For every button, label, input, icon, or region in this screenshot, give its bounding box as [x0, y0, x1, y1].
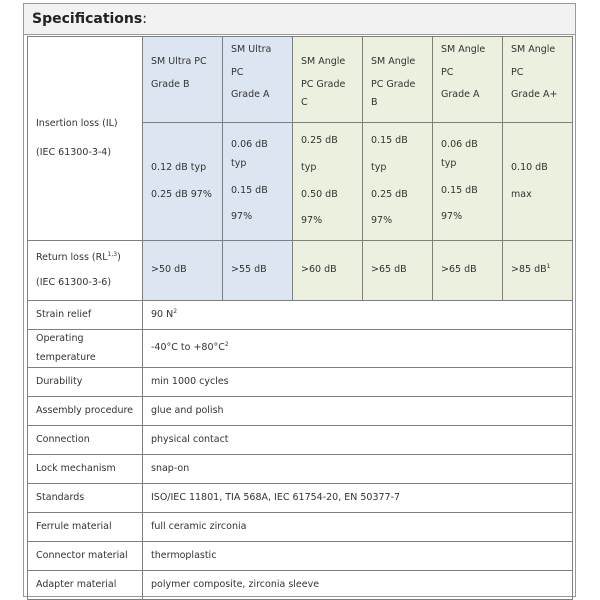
insertion-loss-line: 0.15 dB	[231, 184, 268, 196]
specifications-panel	[23, 3, 576, 597]
insertion-loss-line: 0.25 dB	[301, 135, 338, 147]
return-loss-value	[363, 241, 433, 301]
spec-value: full ceramic zirconia	[143, 513, 573, 542]
return-loss-value	[223, 241, 293, 301]
insertion-loss-line: 97%	[231, 211, 253, 223]
product-header-cell	[503, 37, 573, 123]
product-name-line: Grade A	[231, 89, 270, 101]
footnote-marker: 2	[173, 307, 178, 315]
spec-label: Adapter material	[28, 571, 143, 600]
insertion-loss-value	[503, 123, 573, 241]
product-name-line: PC Grade B	[371, 78, 416, 109]
insertion-loss-line: 97%	[301, 215, 323, 227]
specifications-title: Specifications	[32, 11, 143, 27]
insertion-loss-value	[433, 123, 503, 241]
insertion-loss-standard: (IEC 61300-3-4)	[36, 146, 112, 158]
insertion-loss-line: 0.15 dB	[441, 184, 478, 196]
spec-label: Standards	[28, 484, 143, 513]
insertion-loss-line: typ	[371, 161, 387, 173]
spec-row	[28, 426, 573, 455]
specifications-table	[27, 36, 573, 600]
product-name-line: SM Angle	[441, 44, 486, 55]
product-name-line: SM Angle	[511, 44, 556, 55]
return-loss-label-cell	[28, 241, 143, 301]
insertion-loss-label: Insertion loss (IL)	[36, 117, 118, 129]
return-loss-value	[143, 241, 223, 301]
insertion-loss-line: 0.15 dB	[371, 135, 408, 147]
insertion-loss-line: 0.25 dB 97%	[151, 188, 212, 200]
spec-value: ISO/IEC 11801, TIA 568A, IEC 61754-20, EN 50377-7	[143, 484, 573, 513]
return-loss-text: >85 dB	[511, 264, 547, 276]
insertion-loss-line: 0.10 dB	[511, 161, 548, 173]
insertion-loss-line: 0.25 dB	[371, 188, 408, 200]
product-header-cell	[293, 37, 363, 123]
specifications-header: Specifications :	[24, 4, 575, 35]
spec-label: Ferrule material	[28, 513, 143, 542]
return-loss-value	[433, 241, 503, 301]
spec-row	[28, 330, 573, 368]
product-header-cell	[433, 37, 503, 123]
product-header-cell	[143, 37, 223, 123]
product-name-line: PC	[231, 66, 244, 78]
product-name-line: Grade B	[151, 78, 190, 90]
product-name-line: PC	[441, 66, 454, 78]
spec-value: polymer composite, zirconia sleeve	[143, 571, 573, 600]
product-name-line: SM Ultra	[231, 44, 272, 55]
insertion-loss-line: 0.12 dB typ	[151, 161, 207, 173]
insertion-loss-line: typ	[301, 161, 317, 173]
spec-label: Lock mechanism	[28, 455, 143, 484]
spec-label: Assembly procedure	[28, 397, 143, 426]
spec-label: Durability	[28, 368, 143, 397]
spec-row	[28, 571, 573, 600]
spec-row	[28, 542, 573, 571]
return-loss-label: Return loss (RL$^{1,3}$)	[36, 250, 121, 263]
return-loss-text: >60 dB	[301, 264, 337, 276]
insertion-loss-value	[223, 123, 293, 241]
spec-row	[28, 484, 573, 513]
insertion-loss-value	[363, 123, 433, 241]
spec-row	[28, 301, 573, 330]
spec-value: snap-on	[143, 455, 573, 484]
return-loss-text: >50 dB	[151, 264, 187, 276]
spec-label: Connection	[28, 426, 143, 455]
product-header-cell	[363, 37, 433, 123]
product-header-row	[28, 37, 573, 123]
spec-value: glue and polish	[143, 397, 573, 426]
insertion-loss-value	[143, 123, 223, 241]
spec-value: physical contact	[143, 426, 573, 455]
spec-row	[28, 368, 573, 397]
product-name-line: PC Grade C	[301, 78, 346, 109]
insertion-loss-line: 0.50 dB	[301, 188, 338, 200]
spec-label: Strain relief	[28, 301, 143, 330]
return-loss-value	[503, 241, 573, 301]
product-header-cell	[223, 37, 293, 123]
return-loss-text: >65 dB	[371, 264, 407, 276]
spec-value: -40°C to $+80^\circ C^2$	[143, 330, 573, 368]
product-name-line: Grade A+	[511, 89, 558, 101]
return-loss-text: >65 dB	[441, 264, 477, 276]
insertion-loss-line: 0.06 dB typ	[441, 139, 478, 169]
return-loss-standard: (IEC 61300-3-6)	[36, 276, 112, 288]
spec-label: Connector material	[28, 542, 143, 571]
insertion-loss-line: 97%	[371, 215, 393, 227]
insertion-loss-line: 0.06 dB typ	[231, 139, 268, 169]
return-loss-row	[28, 241, 573, 301]
return-loss-text: >55 dB	[231, 264, 267, 276]
product-name-line: Grade A	[441, 89, 480, 101]
product-name-line: SM Angle	[301, 56, 346, 67]
insertion-loss-value	[293, 123, 363, 241]
insertion-loss-line: 97%	[441, 211, 463, 223]
spec-row	[28, 455, 573, 484]
product-name-line: SM Angle	[371, 56, 416, 67]
insertion-loss-line: max	[511, 188, 532, 200]
spec-row	[28, 397, 573, 426]
footnote-marker: 1	[546, 263, 551, 271]
spec-value: min 1000 cycles	[143, 368, 573, 397]
spec-label: Operating temperature	[28, 330, 143, 368]
footnote-marker: 2	[224, 341, 229, 349]
product-name-line: SM Ultra PC	[151, 56, 207, 67]
return-loss-value	[293, 241, 363, 301]
spec-value: thermoplastic	[143, 542, 573, 571]
spec-row	[28, 513, 573, 542]
insertion-loss-label-cell	[28, 37, 143, 241]
spec-value: 90 $N^2$	[143, 301, 573, 330]
product-name-line: PC	[511, 66, 524, 78]
